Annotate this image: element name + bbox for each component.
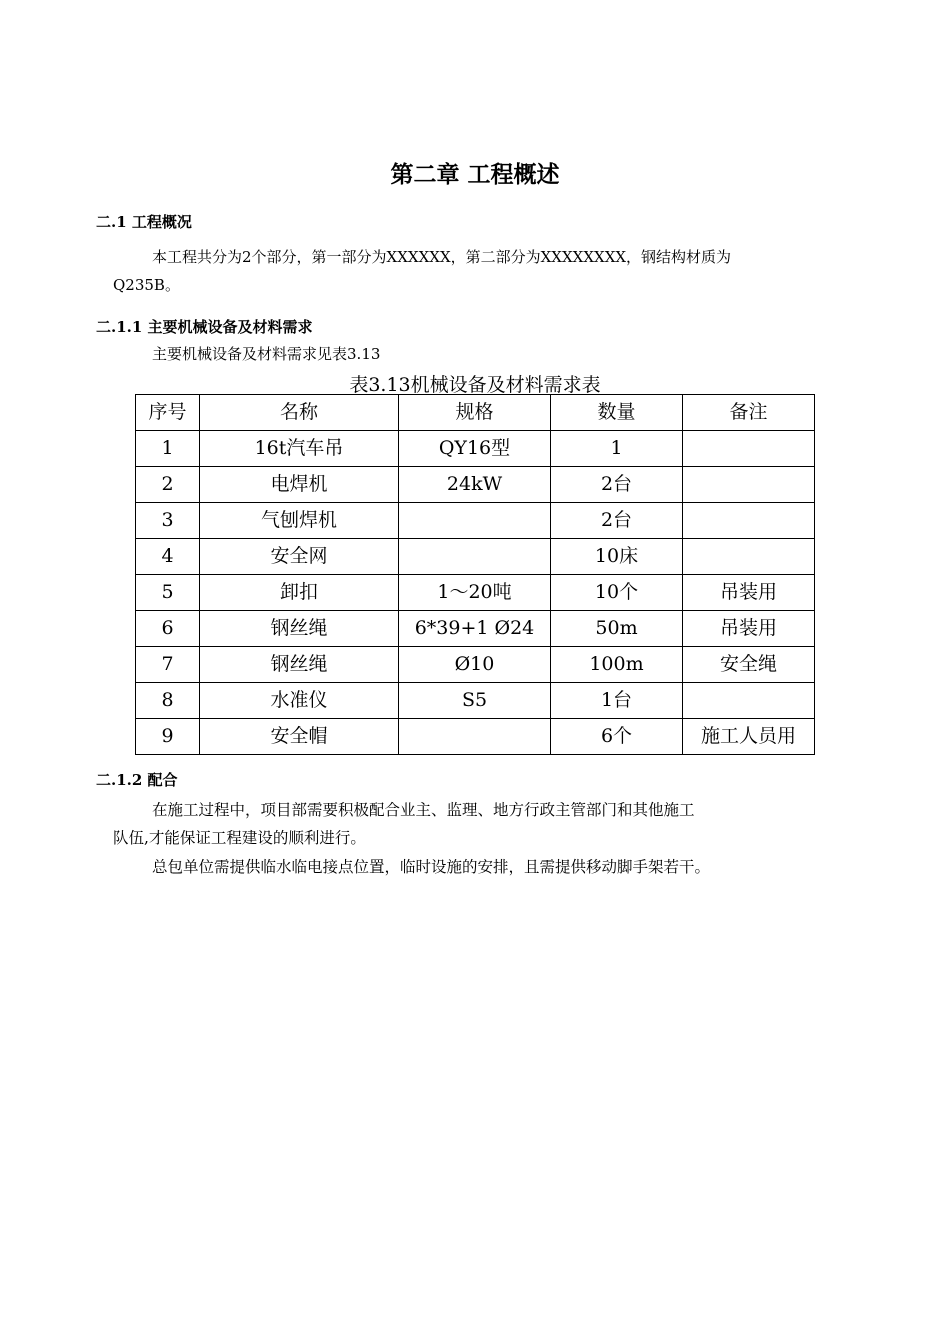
section-heading-coordination: 二.1.2 配合 [96, 771, 178, 789]
cell-quantity: 1 [551, 431, 683, 467]
table-row [136, 611, 815, 647]
cell-name: 卸扣 [200, 575, 399, 611]
table-header-row [136, 395, 815, 431]
cell-name: 安全网 [200, 539, 399, 575]
cell-remark [683, 467, 815, 503]
column-header-quantity: 数量 [551, 395, 683, 431]
cell-index: 5 [136, 575, 200, 611]
cell-remark [683, 539, 815, 575]
coordination-paragraph-line-2: 队伍,才能保证工程建设的顺利进行。 [113, 829, 366, 847]
section-heading-overview: 二.1 工程概况 [96, 213, 192, 231]
column-header-remark: 备注 [683, 395, 815, 431]
cell-spec [399, 539, 551, 575]
table-row [136, 431, 815, 467]
cell-remark [683, 503, 815, 539]
cell-remark: 施工人员用 [683, 719, 815, 755]
overview-paragraph-line-2: Q235B。 [113, 276, 180, 294]
cell-name: 安全帽 [200, 719, 399, 755]
cell-spec: Ø10 [399, 647, 551, 683]
cell-name: 16t汽车吊 [200, 431, 399, 467]
page-title: 第二章 工程概述 [390, 161, 560, 188]
overview-paragraph-line-1: 本工程共分为2个部分，第一部分为XXXXXX，第二部分为XXXXXXXX，钢结构材质为 [152, 248, 732, 266]
column-header-spec: 规格 [399, 395, 551, 431]
cell-name: 钢丝绳 [200, 611, 399, 647]
table-row [136, 719, 815, 755]
cell-spec: QY16型 [399, 431, 551, 467]
cell-spec [399, 719, 551, 755]
cell-index: 2 [136, 467, 200, 503]
cell-spec: S5 [399, 683, 551, 719]
section-heading-equipment: 二.1.1 主要机械设备及材料需求 [96, 318, 313, 336]
cell-quantity: 2台 [551, 503, 683, 539]
cell-spec: 6*39+1 Ø24 [399, 611, 551, 647]
cell-remark [683, 683, 815, 719]
table-row [136, 467, 815, 503]
cell-index: 8 [136, 683, 200, 719]
cell-name: 钢丝绳 [200, 647, 399, 683]
cell-quantity: 100m [551, 647, 683, 683]
cell-quantity: 10个 [551, 575, 683, 611]
cell-remark: 吊装用 [683, 611, 815, 647]
cell-remark: 吊装用 [683, 575, 815, 611]
equipment-paragraph: 主要机械设备及材料需求见表3.13 [152, 345, 381, 363]
cell-remark: 安全绳 [683, 647, 815, 683]
cell-quantity: 50m [551, 611, 683, 647]
cell-name: 气刨焊机 [200, 503, 399, 539]
cell-index: 9 [136, 719, 200, 755]
column-header-index: 序号 [136, 395, 200, 431]
cell-spec [399, 503, 551, 539]
coordination-paragraph-line-1: 在施工过程中，项目部需要积极配合业主、监理、地方行政主管部门和其他施工 [152, 801, 695, 819]
cell-name: 水准仪 [200, 683, 399, 719]
table-row [136, 575, 815, 611]
coordination-paragraph-2: 总包单位需提供临水临电接点位置，临时设施的安排，且需提供移动脚手架若干。 [152, 858, 711, 876]
table-row [136, 647, 815, 683]
table-row [136, 503, 815, 539]
cell-name: 电焊机 [200, 467, 399, 503]
table-caption: 表3.13机械设备及材料需求表 [349, 374, 601, 396]
cell-quantity: 6个 [551, 719, 683, 755]
cell-index: 1 [136, 431, 200, 467]
cell-index: 4 [136, 539, 200, 575]
equipment-table [135, 394, 815, 755]
cell-index: 6 [136, 611, 200, 647]
table-row [136, 539, 815, 575]
cell-index: 3 [136, 503, 200, 539]
cell-spec: 24kW [399, 467, 551, 503]
cell-index: 7 [136, 647, 200, 683]
cell-spec: 1～20吨 [399, 575, 551, 611]
cell-quantity: 2台 [551, 467, 683, 503]
table-row [136, 683, 815, 719]
cell-quantity: 1台 [551, 683, 683, 719]
cell-remark [683, 431, 815, 467]
cell-quantity: 10床 [551, 539, 683, 575]
column-header-name: 名称 [200, 395, 399, 431]
